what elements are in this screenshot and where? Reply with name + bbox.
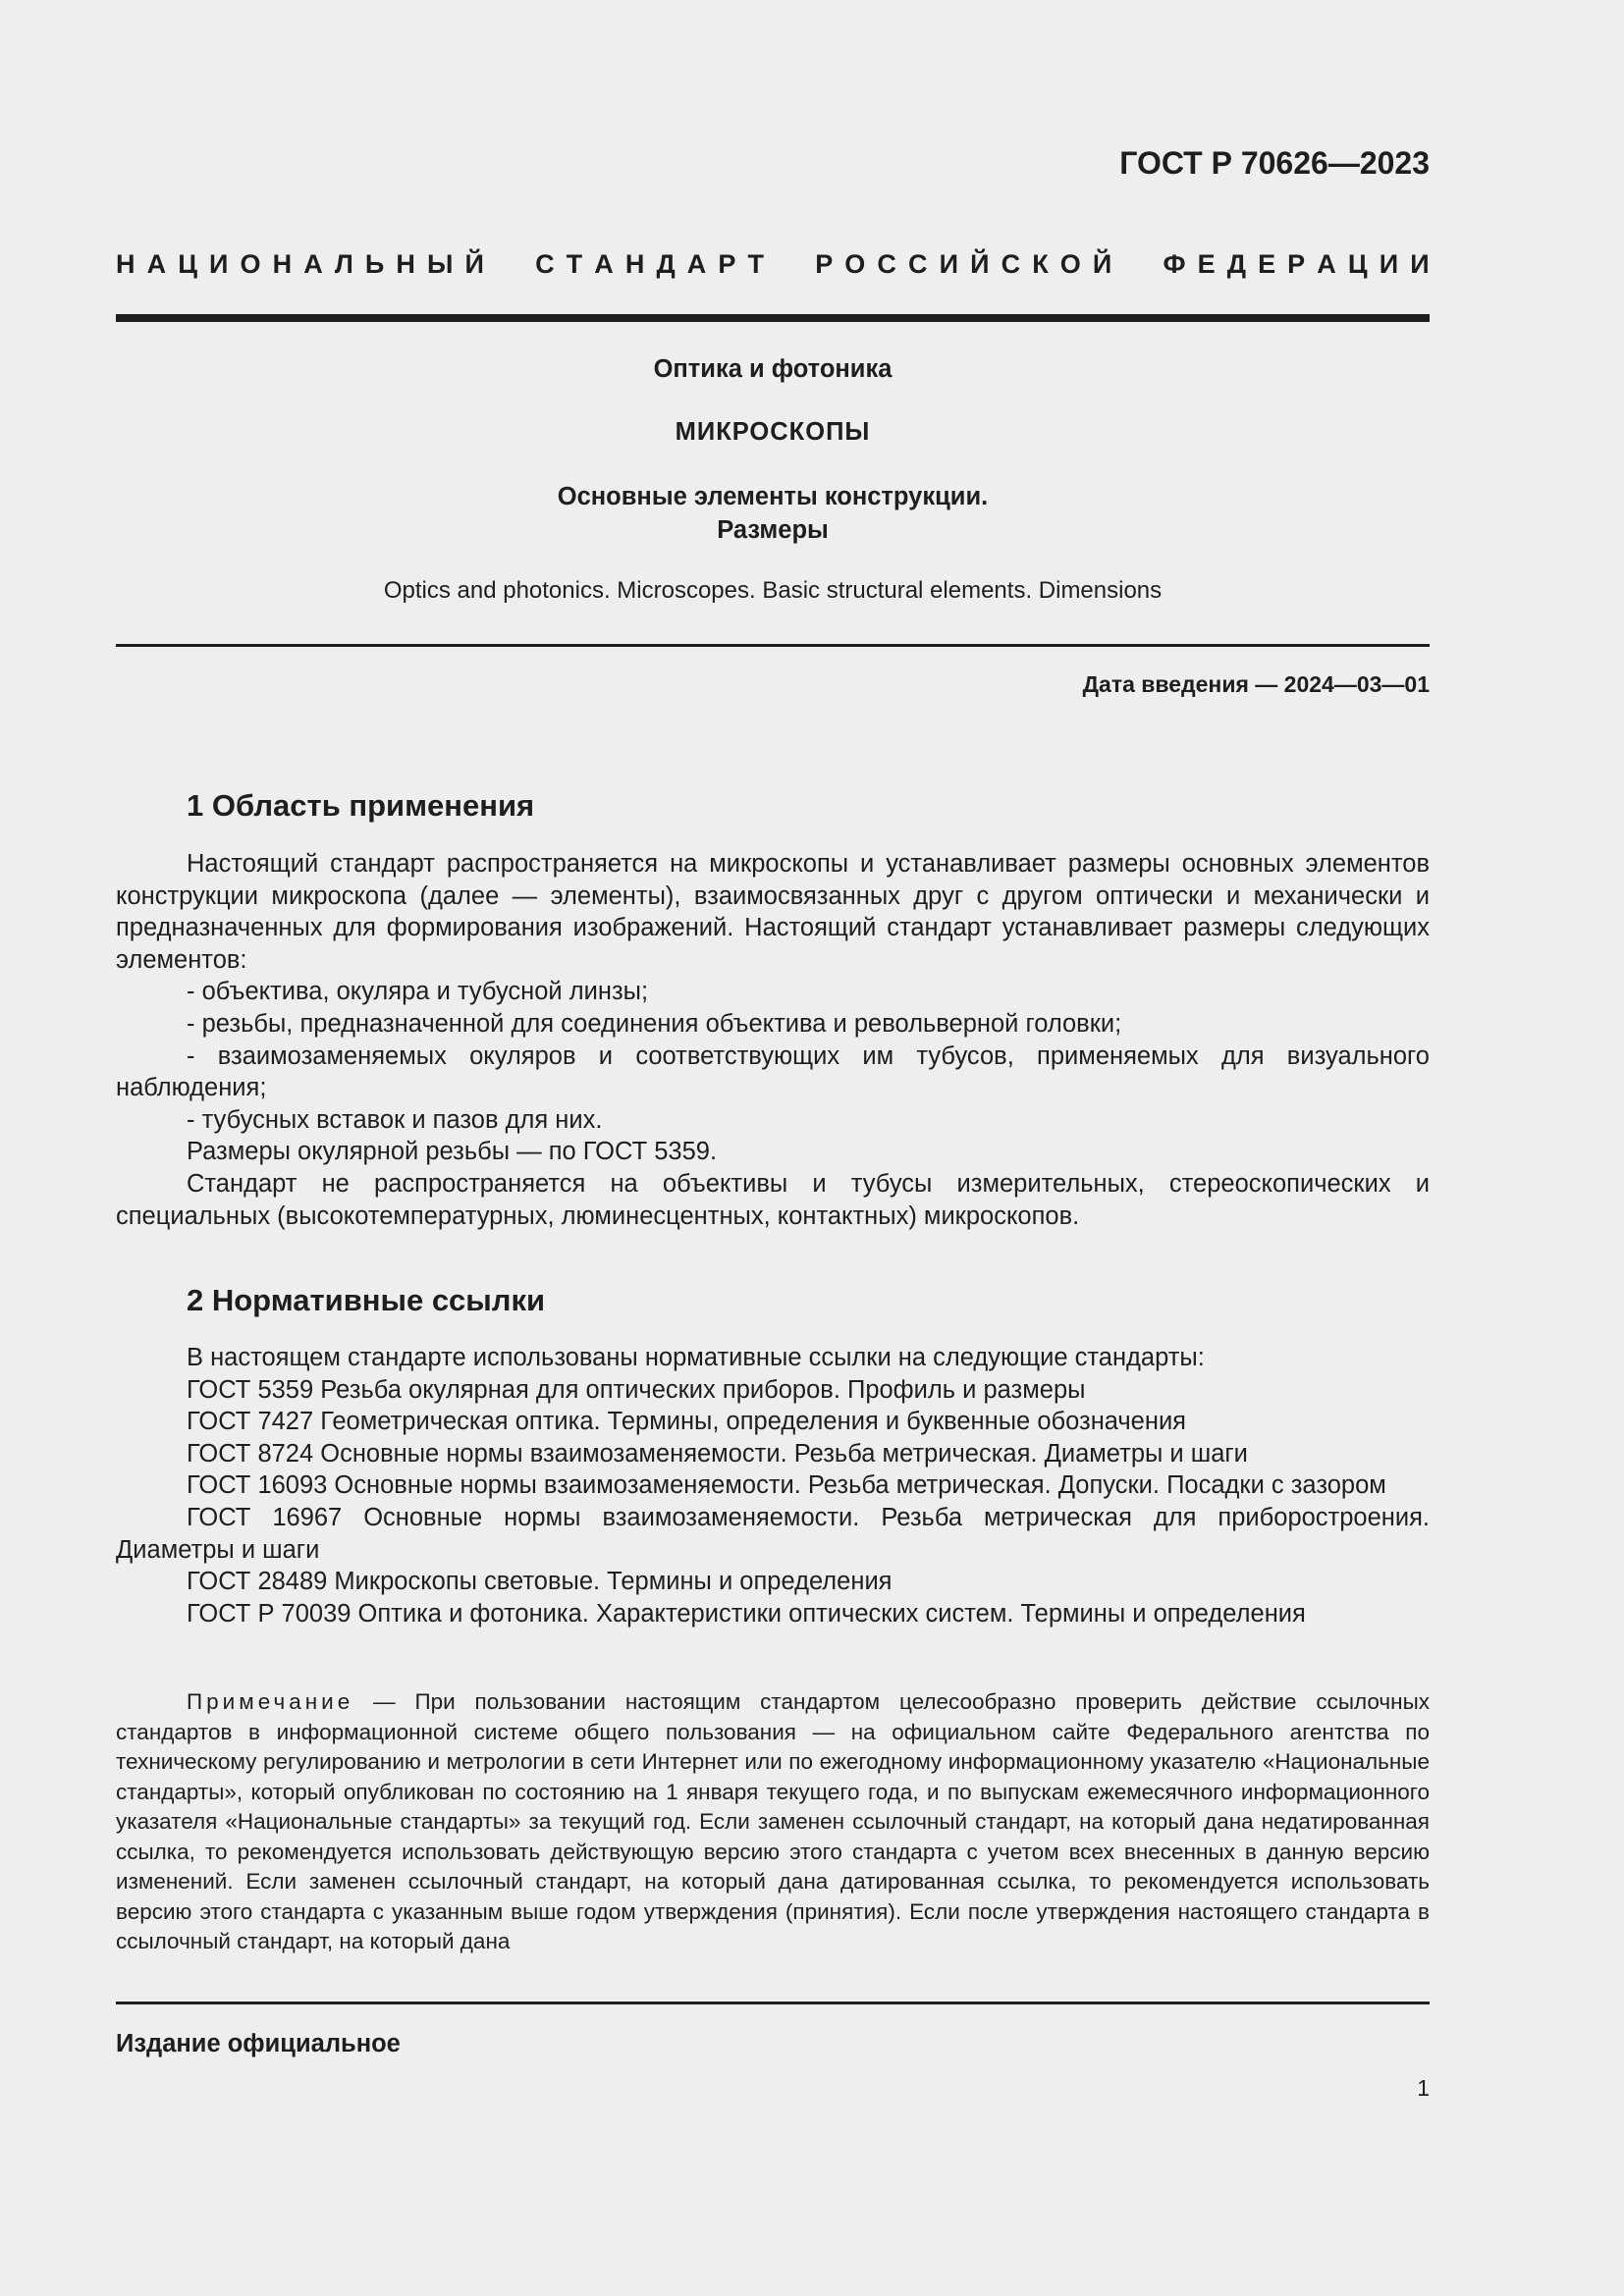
reference-item: ГОСТ 5359 Резьба окулярная для оптических приборов. Профиль и размеры: [187, 1375, 1086, 1404]
subject-title: МИКРОСКОПЫ: [675, 418, 871, 446]
note-block: [116, 1687, 1430, 1957]
note-label: Примечание: [187, 1689, 354, 1714]
document-number: ГОСТ Р 70626—2023: [1119, 145, 1430, 181]
field-title: Оптика и фотоника: [653, 355, 893, 383]
header-rule: [116, 314, 1430, 322]
section-1-paragraph: Размеры окулярной резьбы — по ГОСТ 5359.: [187, 1138, 718, 1166]
section-2-body: [116, 1342, 1430, 1629]
reference-item: ГОСТ 28489 Микроскопы световые. Термины и определения: [187, 1568, 893, 1596]
page-number: 1: [1417, 2075, 1430, 2101]
footer-rule: [116, 2002, 1430, 2004]
section-1-body: [116, 848, 1430, 1232]
introduction-date: Дата введения — 2024—03—01: [1082, 671, 1430, 697]
section-2-heading: 2 Нормативные ссылки: [187, 1283, 546, 1317]
list-item: - резьбы, предназначенной для соединения объектива и револьверной головки;: [187, 1009, 1122, 1038]
section-1-heading: 1 Область применения: [187, 788, 535, 823]
section-1-paragraph: Стандарт не распространяется на объективы и тубусы измерительных, стереоскопических и специальных (высокотемпературных, люминесцентных, контактных) микроскопов.: [116, 1169, 1430, 1230]
official-edition: Издание официальное: [116, 2030, 401, 2057]
english-title: Optics and photonics. Microscopes. Basic structural elements. Dimensions: [383, 577, 1163, 604]
note-paragraph: [116, 1687, 1430, 1957]
list-item: - взаимозаменяемых окуляров и соответствующих им тубусов, применяемых для визуального наблюдения;: [116, 1041, 1430, 1102]
reference-item: ГОСТ Р 70039 Оптика и фотоника. Характеристики оптических систем. Термины и определения: [187, 1599, 1306, 1628]
list-item: - объектива, окуляра и тубусной линзы;: [187, 978, 649, 1006]
section-1-paragraph: Настоящий стандарт распространяется на микроскопы и устанавливает размеры основных элементов конструкции микроскопа (далее — элементы), взаимосвязанных друг с другом оптически и механически и предназначенных для формирования изображений. Настоящий стандарт устанавливает размеры следующих элементов:: [116, 850, 1430, 974]
subtitle-line-1: Основные элементы конструкции.: [557, 483, 989, 510]
reference-item: ГОСТ 16093 Основные нормы взаимозаменяемости. Резьба метрическая. Допуски. Посадки с зазором: [187, 1471, 1386, 1500]
reference-item: ГОСТ 16967 Основные нормы взаимозаменяемости. Резьба метрическая для приборостроения. Диаметры и шаги: [116, 1503, 1430, 1564]
reference-item: ГОСТ 7427 Геометрическая оптика. Термины, определения и буквенные обозначения: [187, 1408, 1186, 1436]
title-rule: [116, 644, 1430, 647]
national-standard-banner: Н А Ц И О Н А Л Ь Н Ы Й С Т А Н Д А Р Т Р О С С И Й С К О Й Ф Е Д Е Р А Ц И И: [116, 249, 1430, 279]
list-item: - тубусных вставок и пазов для них.: [187, 1105, 603, 1134]
section-2-intro: В настоящем стандарте использованы нормативные ссылки на следующие стандарты:: [187, 1344, 1205, 1371]
reference-item: ГОСТ 8724 Основные нормы взаимозаменяемости. Резьба метрическая. Диаметры и шаги: [187, 1439, 1248, 1468]
subtitle-line-2: Размеры: [717, 516, 829, 544]
note-text: — При пользовании настоящим стандартом целесообразно проверить действие ссылочных стандартов в информационной системе общего пользования — на официальном сайте Федерального агентства по техническому регулированию и метрологии в сети Интернет или по ежегодному информационному указателю «Национальные стандарты», который опубликован по состоянию на 1 января текущего года, и по выпускам ежемесячного информационного указателя «Национальные стандарты» за текущий год. Если заменен ссылочный стандарт, на который дана недатированная ссылка, то рекомендуется использовать действующую версию этого стандарта с учетом всех внесенных в данную версию изменений. Если заменен ссылочный стандарт, на который дана датированная ссылка, то рекомендуется использовать версию этого стандарта с указанным выше годом утверждения (принятия). Если после утверждения настоящего стандарта в ссылочный стандарт, на который дана: [116, 1689, 1430, 1953]
